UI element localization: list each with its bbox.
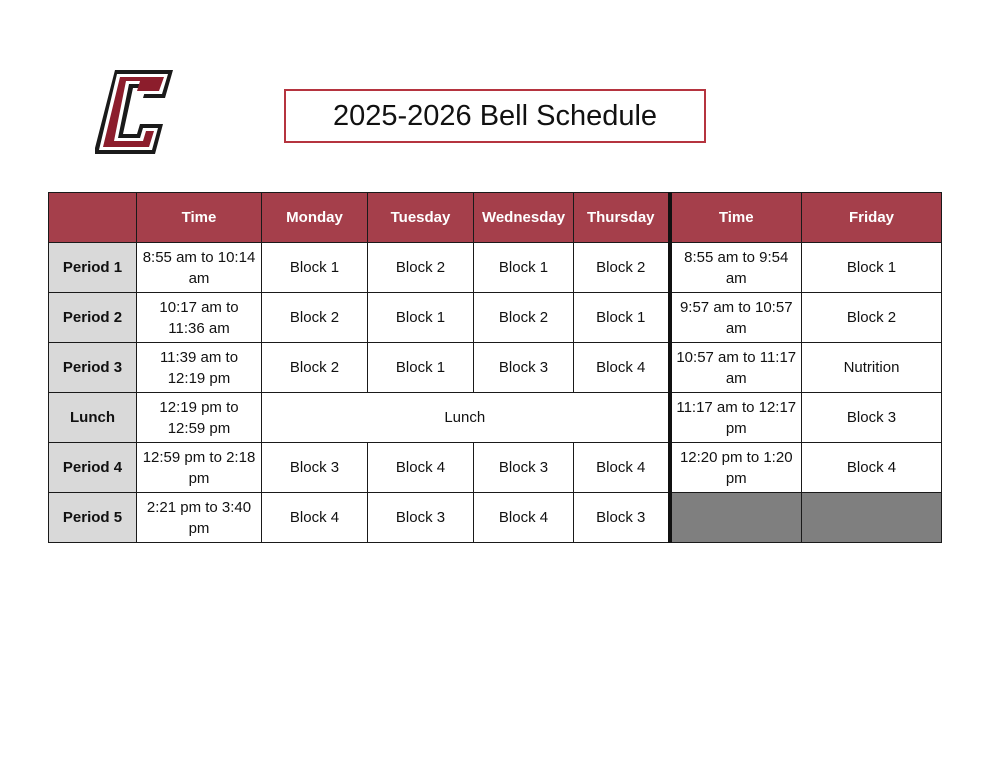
wednesday-cell: Block 1 — [474, 243, 574, 293]
tuesday-cell: Block 1 — [368, 293, 474, 343]
friday-cell: Block 2 — [802, 293, 942, 343]
thursday-cell: Block 4 — [574, 443, 670, 493]
table-row — [49, 493, 942, 543]
table-row — [49, 343, 942, 393]
header-wednesday: Wednesday — [474, 193, 574, 243]
period-label: Period 2 — [49, 293, 137, 343]
period-label: Period 5 — [49, 493, 137, 543]
table-row — [49, 393, 942, 443]
friday-time-cell: 9:57 am to 10:57 am — [670, 293, 802, 343]
friday-cell-empty — [802, 493, 942, 543]
friday-time-cell: 11:17 am to 12:17 pm — [670, 393, 802, 443]
bell-schedule-table — [48, 192, 942, 543]
monday-cell: Block 2 — [262, 293, 368, 343]
time-cell: 12:59 pm to 2:18 pm — [137, 443, 262, 493]
header-thursday: Thursday — [574, 193, 670, 243]
period-label: Period 3 — [49, 343, 137, 393]
header-monday: Monday — [262, 193, 368, 243]
thursday-cell: Block 3 — [574, 493, 670, 543]
friday-cell: Nutrition — [802, 343, 942, 393]
time-cell: 2:21 pm to 3:40 pm — [137, 493, 262, 543]
friday-cell: Block 1 — [802, 243, 942, 293]
header-row — [49, 193, 942, 243]
monday-cell: Block 3 — [262, 443, 368, 493]
tuesday-cell: Block 2 — [368, 243, 474, 293]
friday-time-cell-empty — [670, 493, 802, 543]
wednesday-cell: Block 4 — [474, 493, 574, 543]
header-tuesday: Tuesday — [368, 193, 474, 243]
wednesday-cell: Block 3 — [474, 443, 574, 493]
header-friday: Friday — [802, 193, 942, 243]
table-row — [49, 443, 942, 493]
tuesday-cell: Block 4 — [368, 443, 474, 493]
time-cell: 10:17 am to 11:36 am — [137, 293, 262, 343]
friday-cell: Block 4 — [802, 443, 942, 493]
table-row — [49, 243, 942, 293]
time-cell: 11:39 am to 12:19 pm — [137, 343, 262, 393]
monday-cell: Block 2 — [262, 343, 368, 393]
time-cell: 8:55 am to 10:14 am — [137, 243, 262, 293]
wednesday-cell: Block 2 — [474, 293, 574, 343]
monday-cell: Block 1 — [262, 243, 368, 293]
tuesday-cell: Block 1 — [368, 343, 474, 393]
page-title: 2025-2026 Bell Schedule — [284, 89, 706, 143]
wednesday-cell: Block 3 — [474, 343, 574, 393]
time-cell: 12:19 pm to 12:59 pm — [137, 393, 262, 443]
header-blank — [49, 193, 137, 243]
period-label: Lunch — [49, 393, 137, 443]
header-time-friday: Time — [670, 193, 802, 243]
friday-time-cell: 8:55 am to 9:54 am — [670, 243, 802, 293]
lunch-merged-cell: Lunch — [262, 393, 670, 443]
period-label: Period 1 — [49, 243, 137, 293]
friday-cell: Block 3 — [802, 393, 942, 443]
block-c-logo — [93, 68, 175, 156]
friday-time-cell: 10:57 am to 11:17 am — [670, 343, 802, 393]
table-row — [49, 293, 942, 343]
period-label: Period 4 — [49, 443, 137, 493]
thursday-cell: Block 1 — [574, 293, 670, 343]
thursday-cell: Block 4 — [574, 343, 670, 393]
friday-time-cell: 12:20 pm to 1:20 pm — [670, 443, 802, 493]
monday-cell: Block 4 — [262, 493, 368, 543]
header-time: Time — [137, 193, 262, 243]
tuesday-cell: Block 3 — [368, 493, 474, 543]
thursday-cell: Block 2 — [574, 243, 670, 293]
